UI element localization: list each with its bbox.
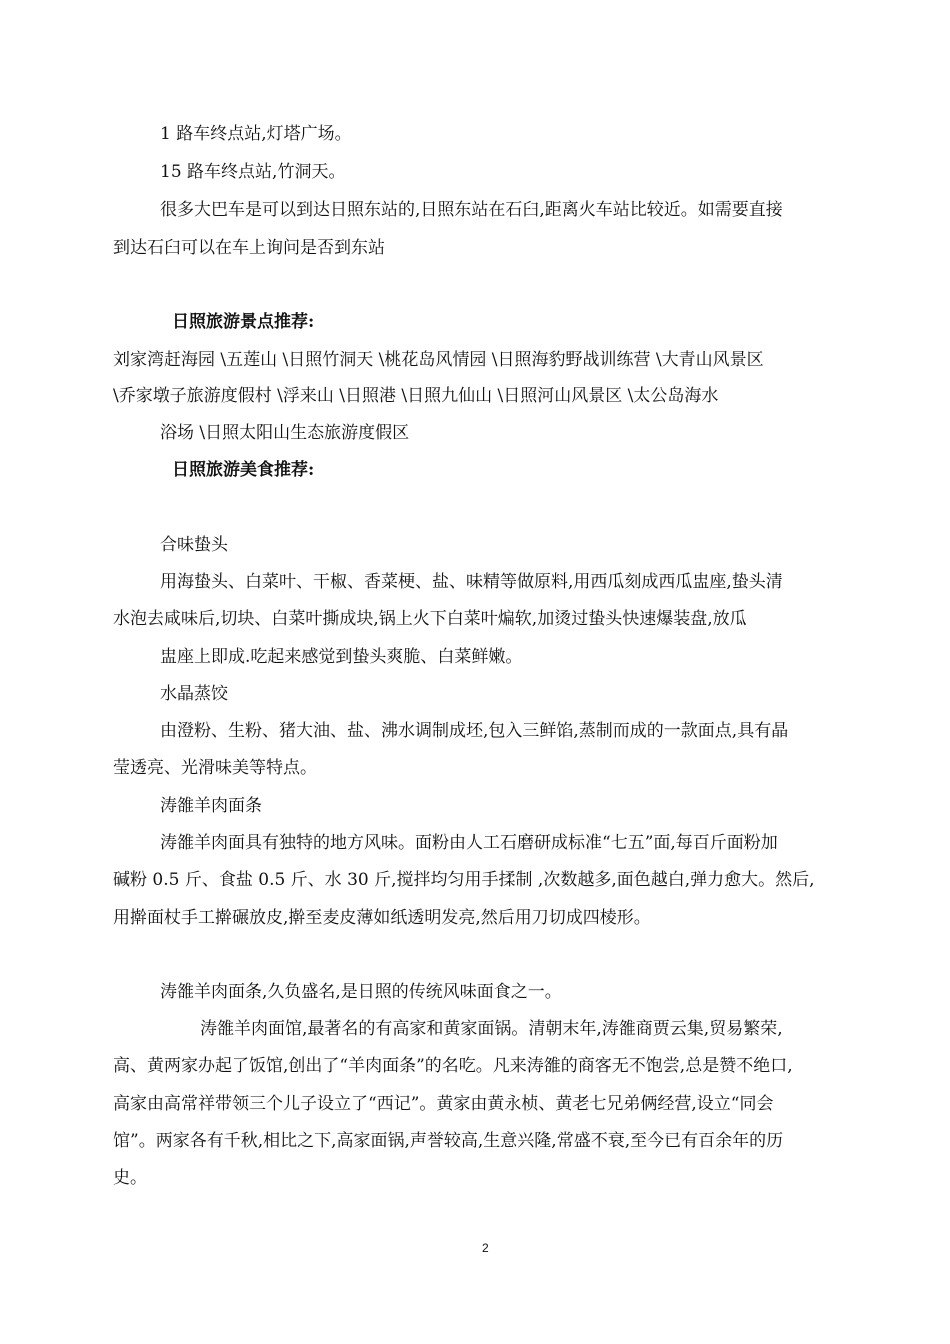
attractions-line-1: 刘家湾赶海园 \五莲山 \日照竹洞天 \桃花岛风情园 \日照海豹野战训练营 \大青山风景区 bbox=[113, 350, 764, 370]
coach-text-line-1: 很多大巴车是可以到达日照东站的,日照东站在石臼,距离火车站比较近。如需要直接 bbox=[160, 200, 783, 220]
dish-2-line-2: 莹透亮、光滑味美等特点。 bbox=[113, 758, 317, 778]
dish-3-line-3: 用擀面杖手工擀碾放皮,擀至麦皮薄如纸透明发亮,然后用刀切成四棱形。 bbox=[113, 908, 651, 928]
history-line-3: 高家由高常祥带领三个儿子设立了“西记”。黄家由黄永桢、黄老七兄弟俩经营,设立“同会 bbox=[113, 1094, 774, 1114]
dish-2-title: 水晶蒸饺 bbox=[160, 684, 228, 704]
dish-2-line-1: 由澄粉、生粉、猪大油、盐、沸水调制成坯,包入三鲜馅,蒸制而成的一款面点,具有晶 bbox=[160, 721, 789, 741]
dish-1-line-2: 水泡去咸味后,切块、白菜叶撕成块,锅上火下白菜叶煸软,加烫过蛰头快速爆装盘,放瓜 bbox=[113, 609, 747, 629]
history-line-4: 馆”。两家各有千秋,相比之下,高家面锅,声誉较高,生意兴隆,常盛不衰,至今已有百余年的历 bbox=[113, 1131, 784, 1151]
coach-text-line-2: 到达石臼可以在车上询问是否到东站 bbox=[113, 238, 385, 258]
history-line-2: 高、黄两家办起了饭馆,创出了“羊肉面条”的名吃。凡来涛雒的商客无不饱尝,总是赞不绝口, bbox=[113, 1056, 793, 1076]
history-intro: 涛雒羊肉面条,久负盛名,是日照的传统风味面食之一。 bbox=[160, 982, 562, 1002]
dish-1-line-1: 用海蛰头、白菜叶、干椒、香菜梗、盐、味精等做原料,用西瓜刻成西瓜盅座,蛰头清 bbox=[160, 572, 783, 592]
history-line-5: 史。 bbox=[113, 1168, 147, 1188]
dish-1-title: 合味蛰头 bbox=[160, 535, 228, 555]
attractions-line-3: 浴场 \日照太阳山生态旅游度假区 bbox=[160, 423, 410, 443]
dish-3-title: 涛雒羊肉面条 bbox=[160, 796, 262, 816]
food-heading: 日照旅游美食推荐: bbox=[172, 460, 315, 480]
attractions-heading: 日照旅游景点推荐: bbox=[172, 312, 315, 332]
history-line-1: 涛雒羊肉面馆,最著名的有高家和黄家面锅。清朝末年,涛雒商贾云集,贸易繁荣, bbox=[200, 1019, 783, 1039]
dish-3-line-2: 碱粉 0.5 斤、食盐 0.5 斤、水 30 斤,搅拌均匀用手揉制 ,次数越多,面色越白,弹力愈大。然后, bbox=[113, 870, 815, 890]
bus-15-line: 15 路车终点站,竹洞天。 bbox=[160, 162, 346, 182]
attractions-line-2: \乔家墩子旅游度假村 \浮来山 \日照港 \日照九仙山 \日照河山风景区 \太公岛海水 bbox=[113, 386, 719, 406]
bus-1-line: 1 路车终点站,灯塔广场。 bbox=[160, 124, 352, 144]
page-number: 2 bbox=[482, 1241, 489, 1255]
dish-3-line-1: 涛雒羊肉面具有独特的地方风味。面粉由人工石磨研成标准“七五”面,每百斤面粉加 bbox=[160, 833, 778, 853]
dish-1-line-3: 盅座上即成.吃起来感觉到蛰头爽脆、白菜鲜嫩。 bbox=[160, 647, 523, 667]
